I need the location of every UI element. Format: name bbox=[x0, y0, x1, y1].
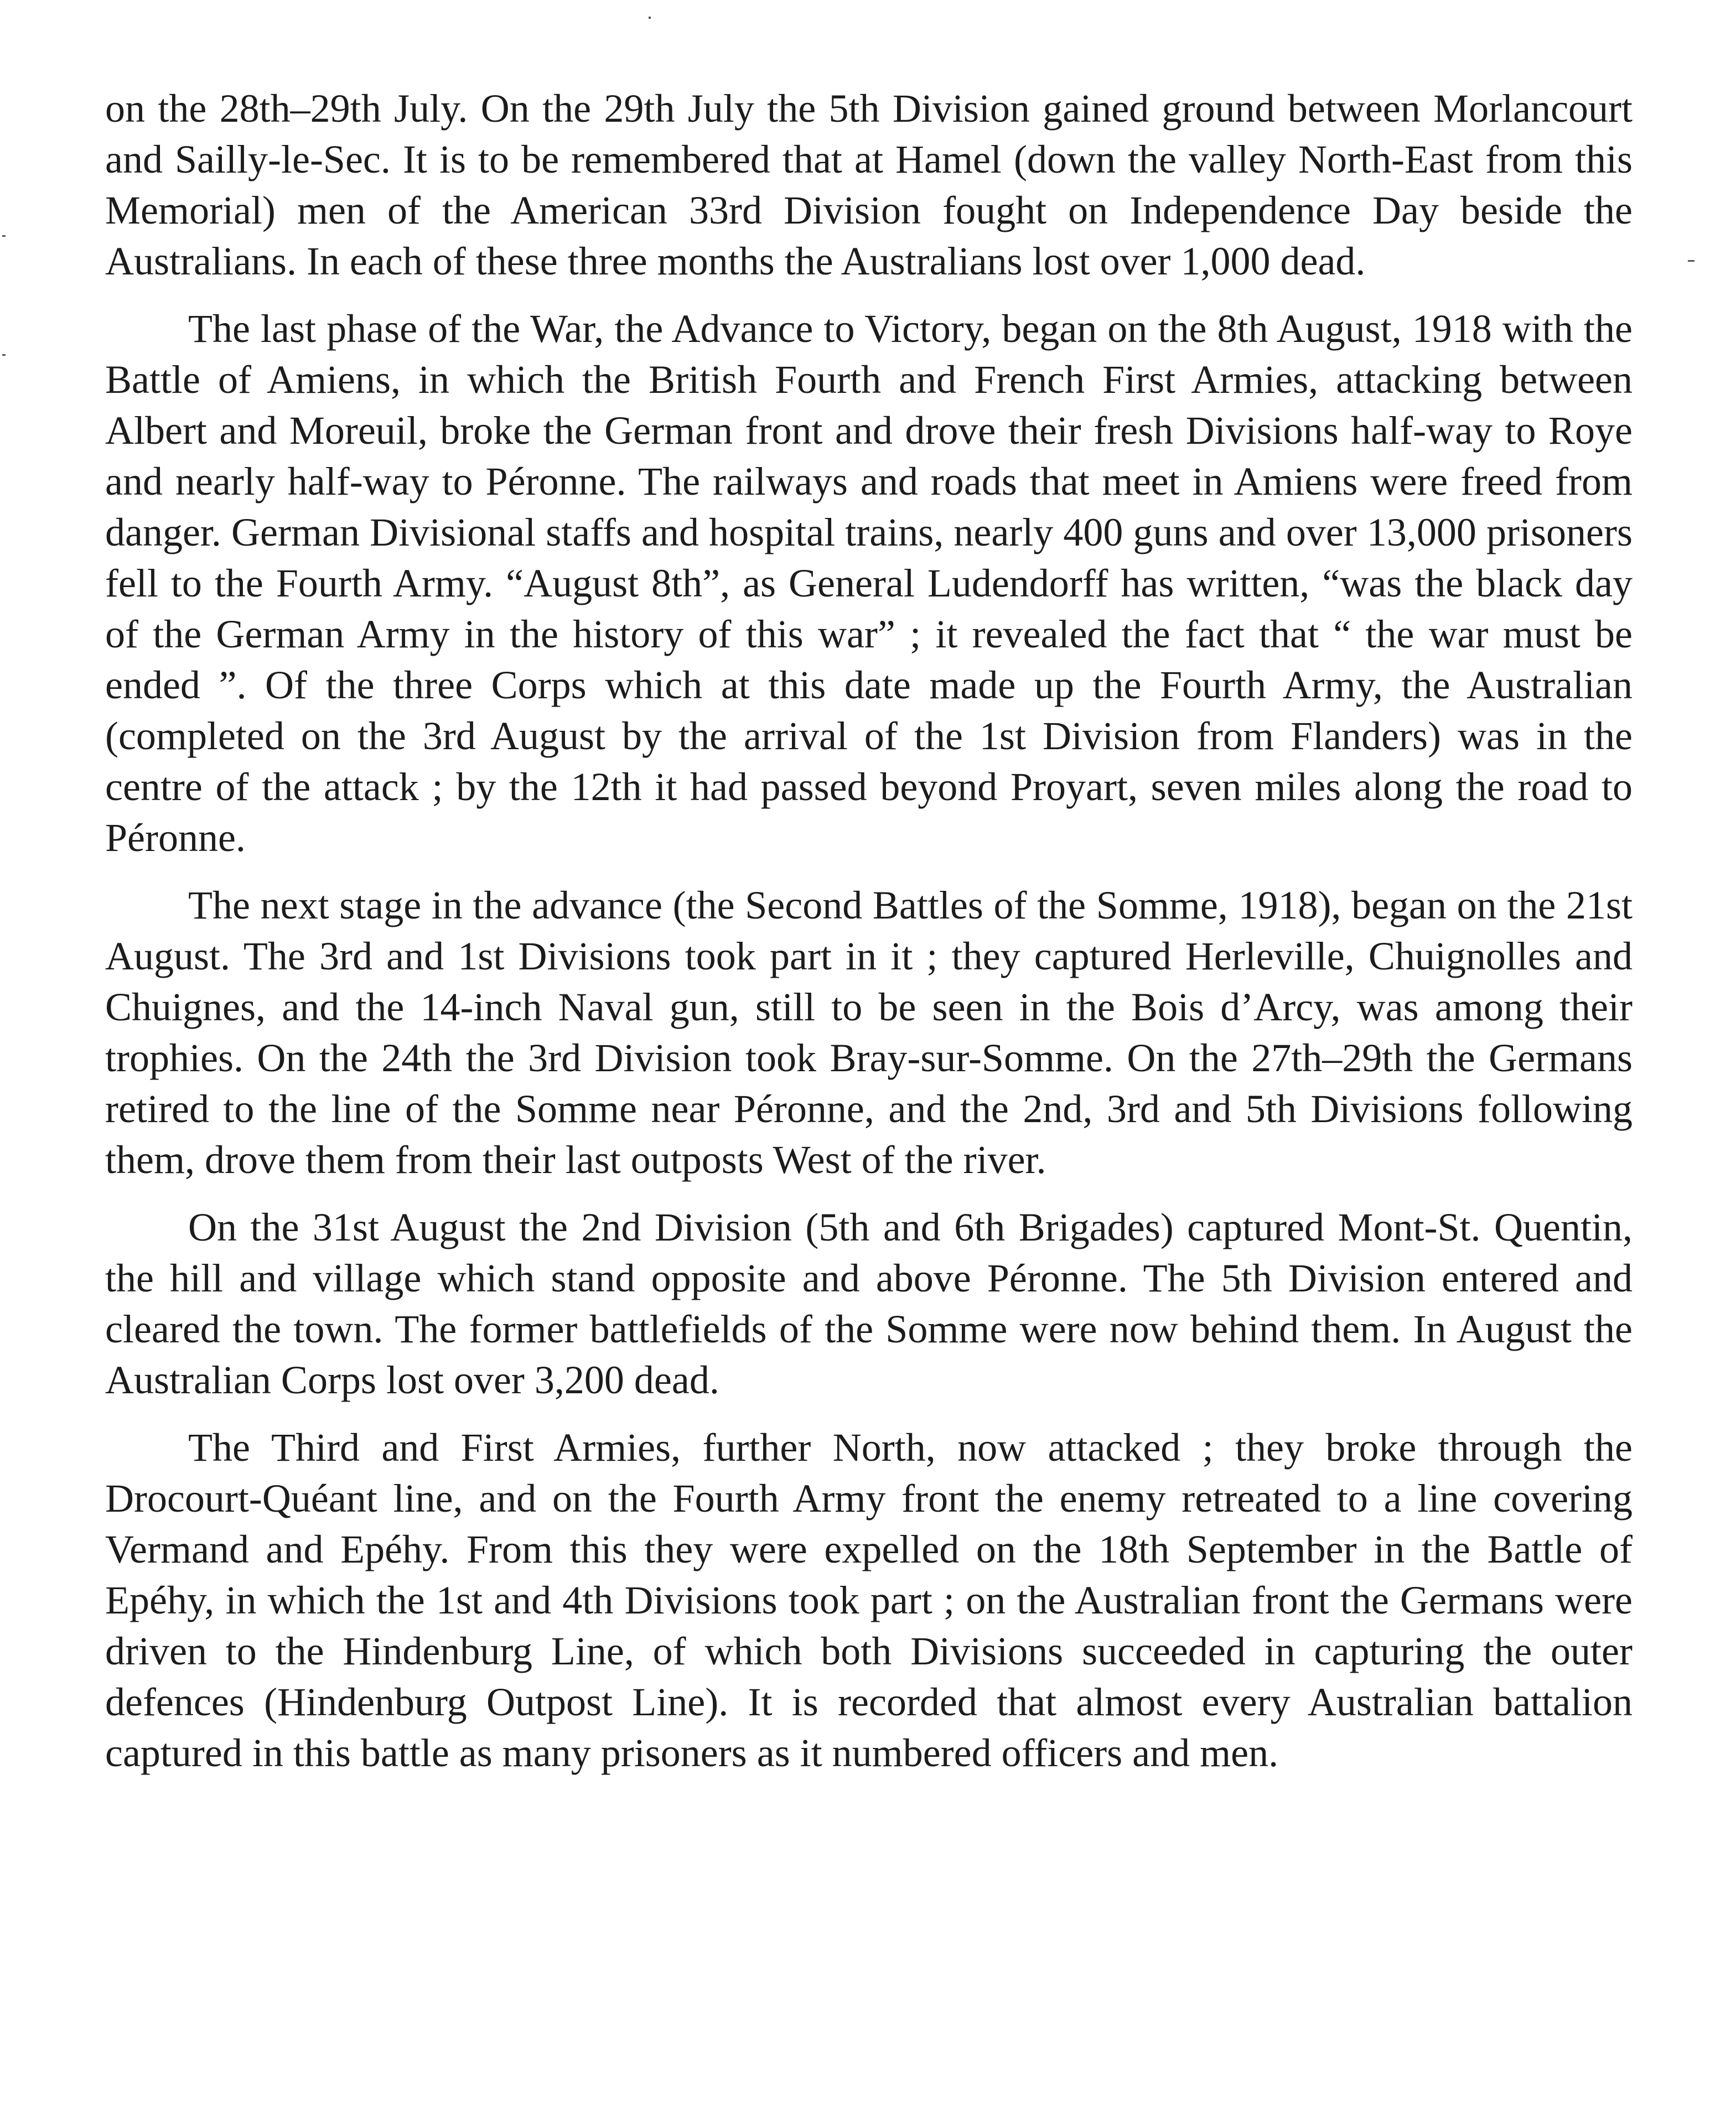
paragraph-mont-st-quentin: On the 31st August the 2nd Division (5th and 6th Brigades) captured Mont-St. Quentin, the hill and village which stand opposite and above Péronne. The 5th Division entered and cleared the town. The former battlefields of the Somme were now behind them. In August the Australian Corps lost over 3,200 dead. bbox=[105, 1205, 1633, 1402]
body-text bbox=[105, 83, 1633, 1795]
scan-speck bbox=[649, 17, 651, 19]
paragraph-second-battles-somme: The next stage in the advance (the Second Battles of the Somme, 1918), began on the 21st August. The 3rd and 1st Divisions took part in it ; they captured Herleville, Chuignolles and Chuignes, and the 14-inch Naval gun, still to be seen in the Bois d’Arcy, was among their trophies. On the 24th the 3rd Division took Bray-sur-Somme. On the 27th–29th the Germans retired to the line of the Somme near Péronne, and the 2nd, 3rd and 5th Divisions following them, drove them from their last outposts West of the river. bbox=[105, 883, 1633, 1182]
margin-tick bbox=[1688, 260, 1694, 262]
paragraph-continued: on the 28th–29th July. On the 29th July the 5th Division gained ground between Morlancourt and Sailly-le-Sec. It is to be remembered that at Hamel (down the valley North-East from this Memorial) men of the American 33rd Division fought on Independence Day beside the Australians. In each of these three months the Australians lost over 1,000 dead. bbox=[105, 86, 1633, 283]
margin-tick bbox=[2, 235, 6, 237]
paragraph-advance-to-victory: The last phase of the War, the Advance to Victory, began on the 8th August, 1918 with the Battle of Amiens, in which the British Fourth and French First Armies, attacking between Albert and Moreuil, broke the German front and drove their fresh Divisions half-way to Roye and nearly half-way to Péronne. The railways and roads that meet in Amiens were freed from danger. German Divisional staffs and hospital trains, nearly 400 guns and over 13,000 prisoners fell to the Fourth Army. “August 8th”, as General Ludendorff has written, “was the black day of the German Army in the history of this war” ; it revealed the fact that “ the war must be ended ”. Of the three Corps which at this date made up the Fourth Army, the Australian (completed on the 3rd August by the arrival of the 1st Division from Flanders) was in the centre of the attack ; by the 12th it had passed beyond Proyart, seven miles along the road to Péronne. bbox=[105, 307, 1633, 860]
margin-tick bbox=[2, 354, 6, 356]
paragraph-hindenburg-line: The Third and First Armies, further North, now attacked ; they broke through the Drocourt-Quéant line, and on the Fourth Army front the enemy retreated to a line covering Vermand and Epéhy. From this they were expelled on the 18th September in the Battle of Epéhy, in which the 1st and 4th Divisions took part ; on the Australian front the Germans were driven to the Hindenburg Line, of which both Divisions succeeded in capturing the outer defences (Hindenburg Outpost Line). It is recorded that almost every Australian battalion captured in this battle as many prisoners as it numbered officers and men. bbox=[105, 1425, 1633, 1775]
